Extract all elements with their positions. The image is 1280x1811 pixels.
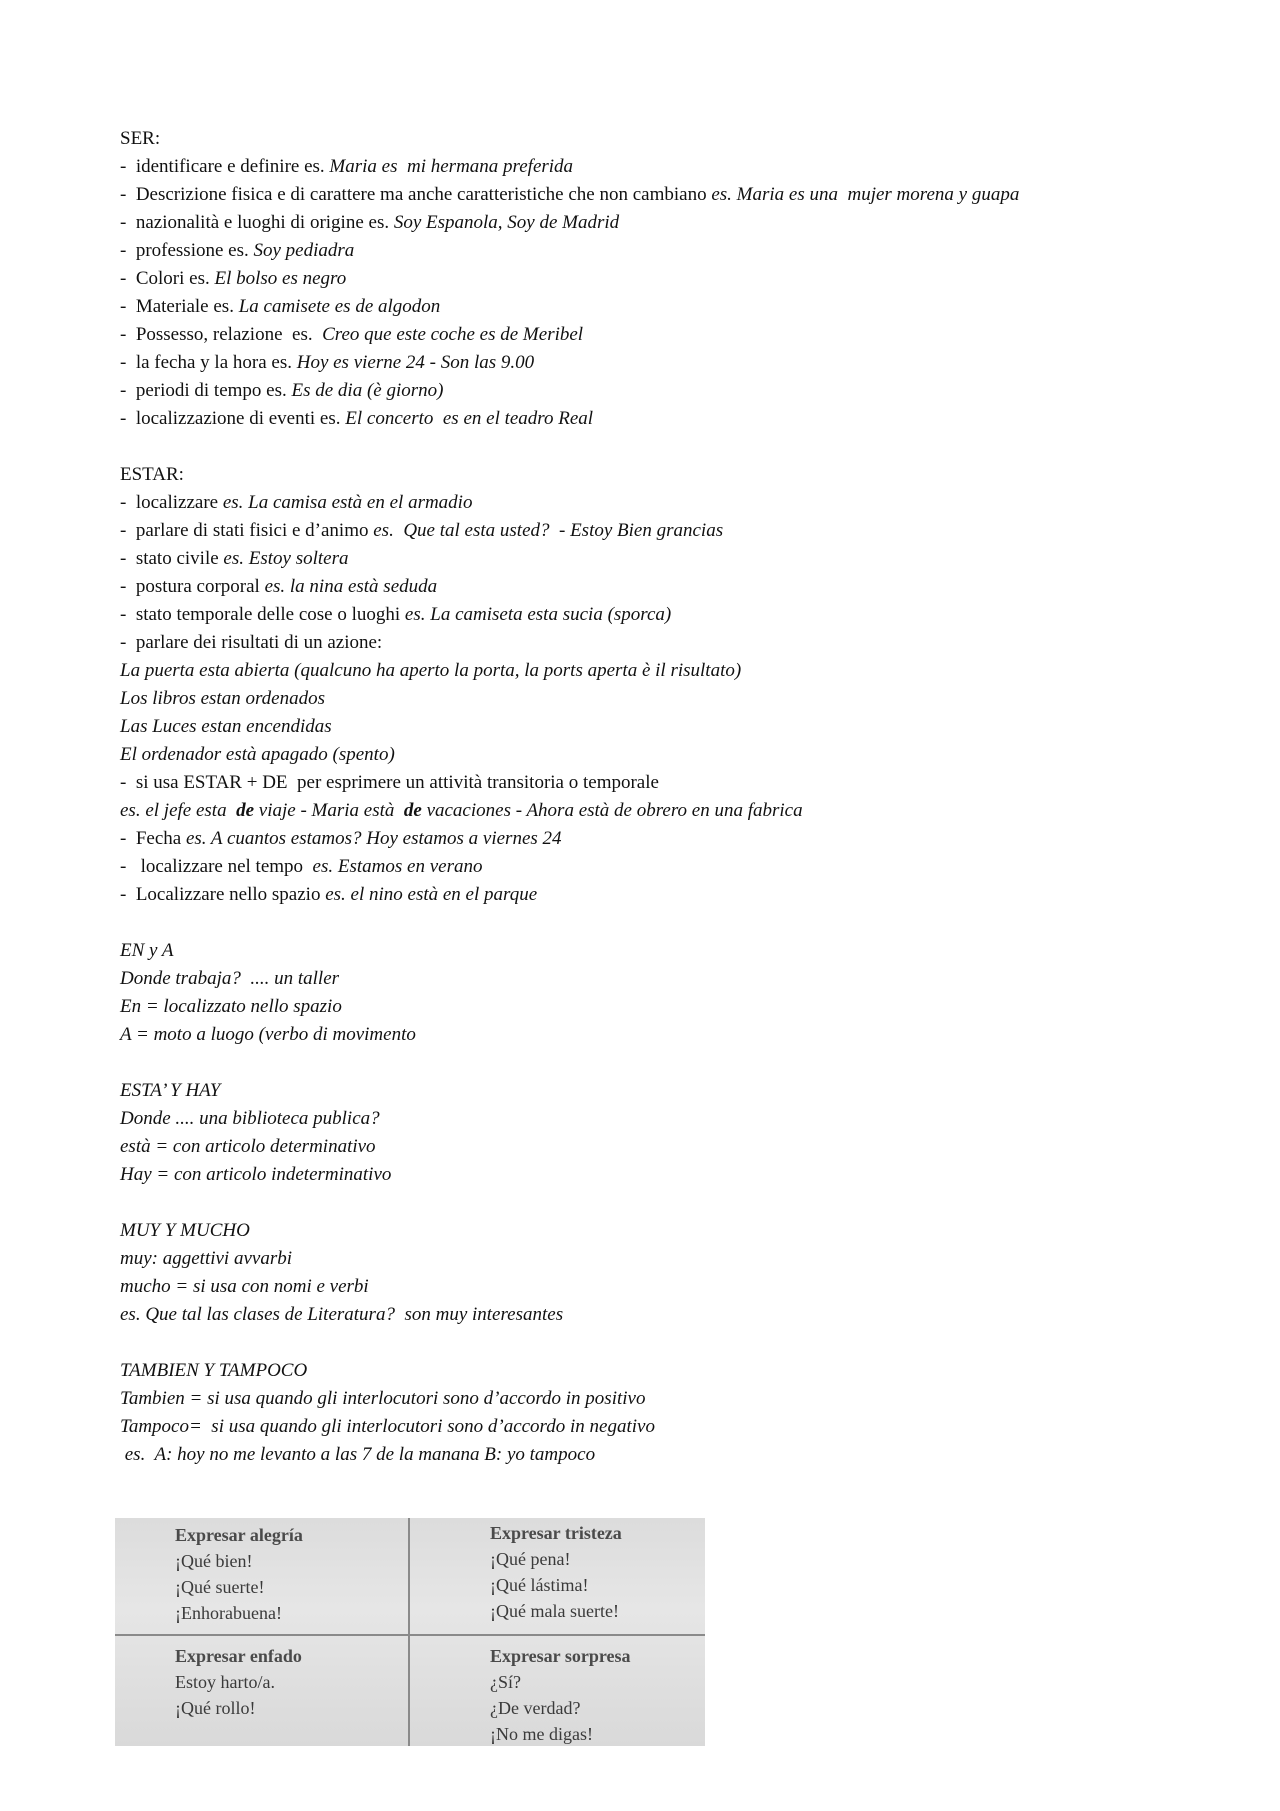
item-example: es. la nina està seduda bbox=[264, 576, 438, 597]
list-item bbox=[120, 517, 1200, 545]
cell-line: ¡Qué mala suerte! bbox=[490, 1601, 619, 1621]
cell-line: ¡Qué lástima! bbox=[490, 1575, 589, 1595]
note-line: es. Que tal las clases de Literatura? son muy interesantes bbox=[120, 1304, 564, 1325]
cell-heading: Expresar alegría bbox=[175, 1525, 303, 1545]
item-text: - stato civile bbox=[120, 548, 224, 569]
note-line: Donde .... una biblioteca publica? bbox=[120, 1108, 380, 1129]
item-example: es. A cuantos estamos? Hoy estamos a viernes 24 bbox=[185, 828, 562, 849]
estar-de-example bbox=[120, 797, 1200, 825]
list-item bbox=[120, 405, 1200, 433]
item-text: - parlare di stati fisici e d’animo bbox=[120, 520, 374, 541]
item-example: es. La camiseta esta sucia (sporca) bbox=[404, 604, 672, 625]
list-item bbox=[120, 853, 1200, 881]
cell-line: ¡Qué bien! bbox=[175, 1551, 253, 1571]
list-item bbox=[120, 573, 1200, 601]
item-example: Creo que este coche es de Meribel bbox=[322, 324, 584, 345]
item-example: es. el nino està en el parque bbox=[325, 884, 538, 905]
item-example: Es de dia (è giorno) bbox=[291, 380, 444, 401]
spacer bbox=[120, 1049, 1200, 1077]
list-item bbox=[120, 265, 1200, 293]
item-example: La camisete es de algodon bbox=[238, 296, 441, 317]
item-example: Los libros estan ordenados bbox=[120, 688, 325, 709]
item-example: es. Estamos en verano bbox=[312, 856, 483, 877]
item-example: Las Luces estan encendidas bbox=[120, 716, 332, 737]
list-item bbox=[120, 685, 1200, 713]
item-text: - Descrizione fisica e di carattere ma anche caratteristiche che non cambiano bbox=[120, 184, 712, 205]
item-text: - Materiale es. bbox=[120, 296, 239, 317]
cell-line: ¡Qué suerte! bbox=[175, 1577, 265, 1597]
item-text: - identificare e definire es. bbox=[120, 156, 330, 177]
cell-line: Estoy harto/a. bbox=[175, 1672, 275, 1692]
note-line: Tampoco= si usa quando gli interlocutori sono d’accordo in negativo bbox=[120, 1416, 655, 1437]
list-item bbox=[120, 209, 1200, 237]
cell-heading: Expresar sorpresa bbox=[490, 1646, 631, 1666]
item-example: La puerta esta abierta (qualcuno ha aperto la porta, la ports aperta è il risultato) bbox=[120, 660, 742, 681]
item-text: - Possesso, relazione es. bbox=[120, 324, 323, 345]
spacer bbox=[120, 433, 1200, 461]
note-line: En = localizzato nello spazio bbox=[120, 996, 342, 1017]
list-item bbox=[120, 769, 1200, 797]
item-example: es. Estoy soltera bbox=[223, 548, 349, 569]
item-text: - localizzare nel tempo bbox=[120, 856, 313, 877]
list-item bbox=[120, 881, 1200, 909]
example-bold: de bbox=[403, 800, 422, 821]
item-text: - postura corporal bbox=[120, 576, 265, 597]
list-item bbox=[120, 713, 1200, 741]
cell-sorpresa bbox=[490, 1643, 631, 1746]
cell-line: ¡No me digas! bbox=[490, 1724, 593, 1744]
item-text: - Localizzare nello spazio bbox=[120, 884, 326, 905]
example-part: vacaciones - Ahora està de obrero en una fabrica bbox=[421, 800, 803, 821]
spacer bbox=[120, 1189, 1200, 1217]
note-line: muy: aggettivi avvarbi bbox=[120, 1248, 293, 1269]
cell-line: ¿Sí? bbox=[490, 1672, 521, 1692]
item-example: Maria es mi hermana preferida bbox=[329, 156, 574, 177]
item-text: - si usa ESTAR + DE per esprimere un attività transitoria o temporale bbox=[120, 772, 659, 793]
item-example: es. Maria es una mujer morena y guapa bbox=[711, 184, 1020, 205]
item-example: El concerto es en el teadro Real bbox=[345, 408, 594, 429]
item-example: es. La camisa està en el armadio bbox=[222, 492, 473, 513]
section-title-tambien-tampoco: TAMBIEN Y TAMPOCO bbox=[120, 1360, 308, 1381]
example-part: viaje - Maria està bbox=[254, 800, 404, 821]
list-item bbox=[120, 237, 1200, 265]
list-item bbox=[120, 741, 1200, 769]
item-example: Soy Espanola, Soy de Madrid bbox=[393, 212, 620, 233]
item-example: Hoy es vierne 24 - Son las 9.00 bbox=[296, 352, 535, 373]
section-title-en-a: EN y A bbox=[120, 940, 174, 961]
example-part: es. el jefe esta bbox=[120, 800, 237, 821]
list-item bbox=[120, 377, 1200, 405]
list-item bbox=[120, 153, 1200, 181]
spacer bbox=[120, 1329, 1200, 1357]
list-item bbox=[120, 349, 1200, 377]
cell-line: ¡Enhorabuena! bbox=[175, 1603, 282, 1623]
list-item bbox=[120, 489, 1200, 517]
item-example: Soy pediadra bbox=[253, 240, 355, 261]
note-line: Hay = con articolo indeterminativo bbox=[120, 1164, 392, 1185]
item-text: - nazionalità e luoghi di origine es. bbox=[120, 212, 394, 233]
section-title-estar: ESTAR: bbox=[120, 464, 184, 485]
list-item bbox=[120, 293, 1200, 321]
cell-enfado bbox=[175, 1643, 302, 1721]
note-line: A = moto a luogo (verbo di movimento bbox=[120, 1024, 416, 1045]
item-text: - Fecha bbox=[120, 828, 186, 849]
figure-divider-vertical bbox=[408, 1518, 410, 1746]
expressions-figure bbox=[115, 1518, 705, 1746]
spacer bbox=[120, 909, 1200, 937]
cell-alegria bbox=[175, 1522, 303, 1626]
example-bold: de bbox=[236, 800, 255, 821]
note-line: es. A: hoy no me levanto a las 7 de la manana B: yo tampoco bbox=[120, 1444, 596, 1465]
figure-divider-horizontal bbox=[115, 1634, 705, 1636]
cell-line: ¡Qué pena! bbox=[490, 1549, 571, 1569]
item-text: - stato temporale delle cose o luoghi bbox=[120, 604, 405, 625]
list-item bbox=[120, 657, 1200, 685]
list-item bbox=[120, 545, 1200, 573]
item-text: - localizzazione di eventi es. bbox=[120, 408, 346, 429]
item-text: - periodi di tempo es. bbox=[120, 380, 292, 401]
list-item bbox=[120, 629, 1200, 657]
document-body bbox=[120, 125, 1200, 1469]
item-example: es. Que tal esta usted? - Estoy Bien grancias bbox=[373, 520, 724, 541]
note-line: Donde trabaja? .... un taller bbox=[120, 968, 340, 989]
item-text: - la fecha y la hora es. bbox=[120, 352, 297, 373]
item-example: El bolso es negro bbox=[214, 268, 347, 289]
list-item bbox=[120, 181, 1200, 209]
cell-line: ¡Qué rollo! bbox=[175, 1698, 256, 1718]
item-text: - localizzare bbox=[120, 492, 223, 513]
item-example: El ordenador està apagado (spento) bbox=[120, 744, 395, 765]
note-line: mucho = si usa con nomi e verbi bbox=[120, 1276, 369, 1297]
cell-line: ¿De verdad? bbox=[490, 1698, 581, 1718]
list-item bbox=[120, 601, 1200, 629]
cell-heading: Expresar enfado bbox=[175, 1646, 302, 1666]
section-title-esta-hay: ESTA’ Y HAY bbox=[120, 1080, 221, 1101]
cell-tristeza bbox=[490, 1520, 622, 1624]
item-text: - parlare dei risultati di un azione: bbox=[120, 632, 383, 653]
note-line: està = con articolo determinativo bbox=[120, 1136, 376, 1157]
section-title-muy-mucho: MUY Y MUCHO bbox=[120, 1220, 250, 1241]
note-line: Tambien = si usa quando gli interlocutori sono d’accordo in positivo bbox=[120, 1388, 646, 1409]
list-item bbox=[120, 321, 1200, 349]
list-item bbox=[120, 825, 1200, 853]
item-text: - Colori es. bbox=[120, 268, 215, 289]
section-title-ser: SER: bbox=[120, 128, 161, 149]
item-text: - professione es. bbox=[120, 240, 254, 261]
cell-heading: Expresar tristeza bbox=[490, 1523, 622, 1543]
